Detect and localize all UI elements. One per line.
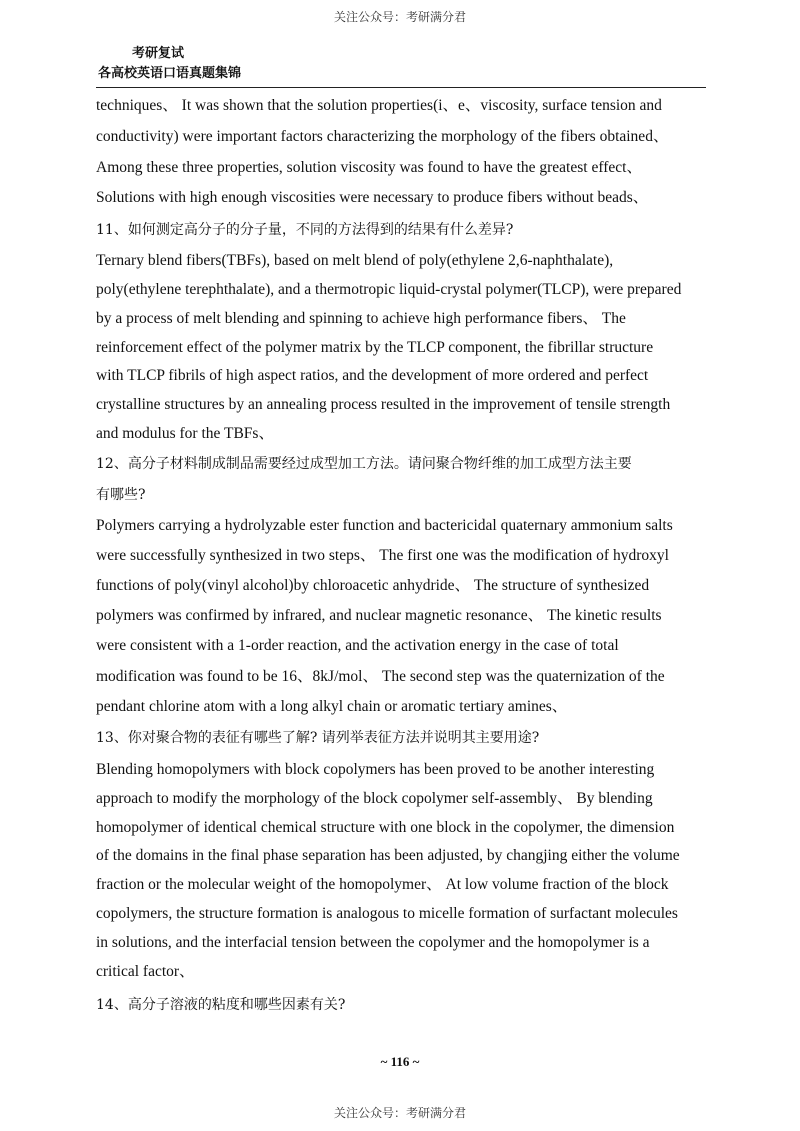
- text-line: functions of poly(vinyl alcohol)by chloroacetic anhydride、 The structure of synthesized: [96, 577, 650, 594]
- header-line-1: 考研复试: [132, 46, 185, 61]
- text-line: and modulus for the TBFs、: [96, 425, 274, 442]
- question-line: 12、高分子材料制成制品需要经过成型加工方法。请问聚合物纤维的加工成型方法主要: [96, 456, 632, 472]
- header-line-2: 各高校英语口语真题集锦: [98, 66, 242, 81]
- text-line: crystalline structures by an annealing process resulted in the improvement of tensile strength: [96, 396, 671, 413]
- watermark-top: 关注公众号：考研满分君: [333, 10, 466, 24]
- text-line: of the domains in the final phase separation has been adjusted, by changjing either the volume: [96, 847, 680, 864]
- text-line: Solutions with high enough viscosities were necessary to produce fibers without beads、: [96, 189, 649, 206]
- text-line: copolymers, the structure formation is analogous to micelle formation of surfactant molecules: [96, 905, 678, 922]
- text-line: by a process of melt blending and spinning to achieve high performance fibers、 The: [96, 310, 626, 327]
- text-line: were consistent with a 1-order reaction, and the activation energy in the case of total: [96, 637, 619, 654]
- text-line: modification was found to be 16、8kJ/mol、 The second step was the quaternization of the: [96, 668, 665, 685]
- text-line: with TLCP fibrils of high aspect ratios, and the development of more ordered and perfect: [96, 367, 649, 384]
- text-line: Polymers carrying a hydrolyzable ester function and bactericidal quaternary ammonium salts: [96, 517, 673, 534]
- question-line: 有哪些?: [96, 487, 146, 503]
- text-line: pendant chlorine atom with a long alkyl chain or aromatic tertiary amines、: [96, 698, 568, 715]
- text-line: polymers was confirmed by infrared, and nuclear magnetic resonance、 The kinetic results: [96, 607, 662, 624]
- text-line: homopolymer of identical chemical structure with one block in the copolymer, the dimension: [96, 819, 675, 836]
- text-line: approach to modify the morphology of the block copolymer self-assembly、 By blending: [96, 790, 653, 807]
- text-line: in solutions, and the interfacial tension between the copolymer and the homopolymer is a: [96, 934, 650, 951]
- header-rule: [96, 87, 706, 88]
- page-number: ~ 116 ~: [380, 1054, 420, 1069]
- watermark-bottom: 关注公众号：考研满分君: [333, 1106, 466, 1120]
- text-line: critical factor、: [96, 963, 195, 980]
- text-line: conductivity) were important factors characterizing the morphology of the fibers obtained、: [96, 128, 669, 145]
- text-line: techniques、 It was shown that the solution properties(i、e、viscosity, surface tension and: [96, 97, 662, 114]
- question-line: 14、高分子溶液的粘度和哪些因素有关?: [96, 997, 346, 1013]
- text-line: poly(ethylene terephthalate), and a thermotropic liquid-crystal polymer(TLCP), were prepared: [96, 281, 682, 298]
- question-line: 13、你对聚合物的表征有哪些了解? 请列举表征方法并说明其主要用途?: [96, 730, 540, 746]
- text-line: Blending homopolymers with block copolymers has been proved to be another interesting: [96, 761, 655, 778]
- running-header: [98, 44, 241, 84]
- text-line: reinforcement effect of the polymer matrix by the TLCP component, the fibrillar structure: [96, 339, 654, 356]
- text-line: Ternary blend fibers(TBFs), based on melt blend of poly(ethylene 2,6-naphthalate),: [96, 252, 614, 269]
- text-line: Among these three properties, solution viscosity was found to have the greatest effect、: [96, 159, 642, 176]
- text-line: fraction or the molecular weight of the homopolymer、 At low volume fraction of the block: [96, 876, 669, 893]
- question-line: 11、如何测定高分子的分子量，不同的方法得到的结果有什么差异?: [96, 222, 514, 238]
- text-line: were successfully synthesized in two steps、 The first one was the modification of hydroxyl: [96, 547, 669, 564]
